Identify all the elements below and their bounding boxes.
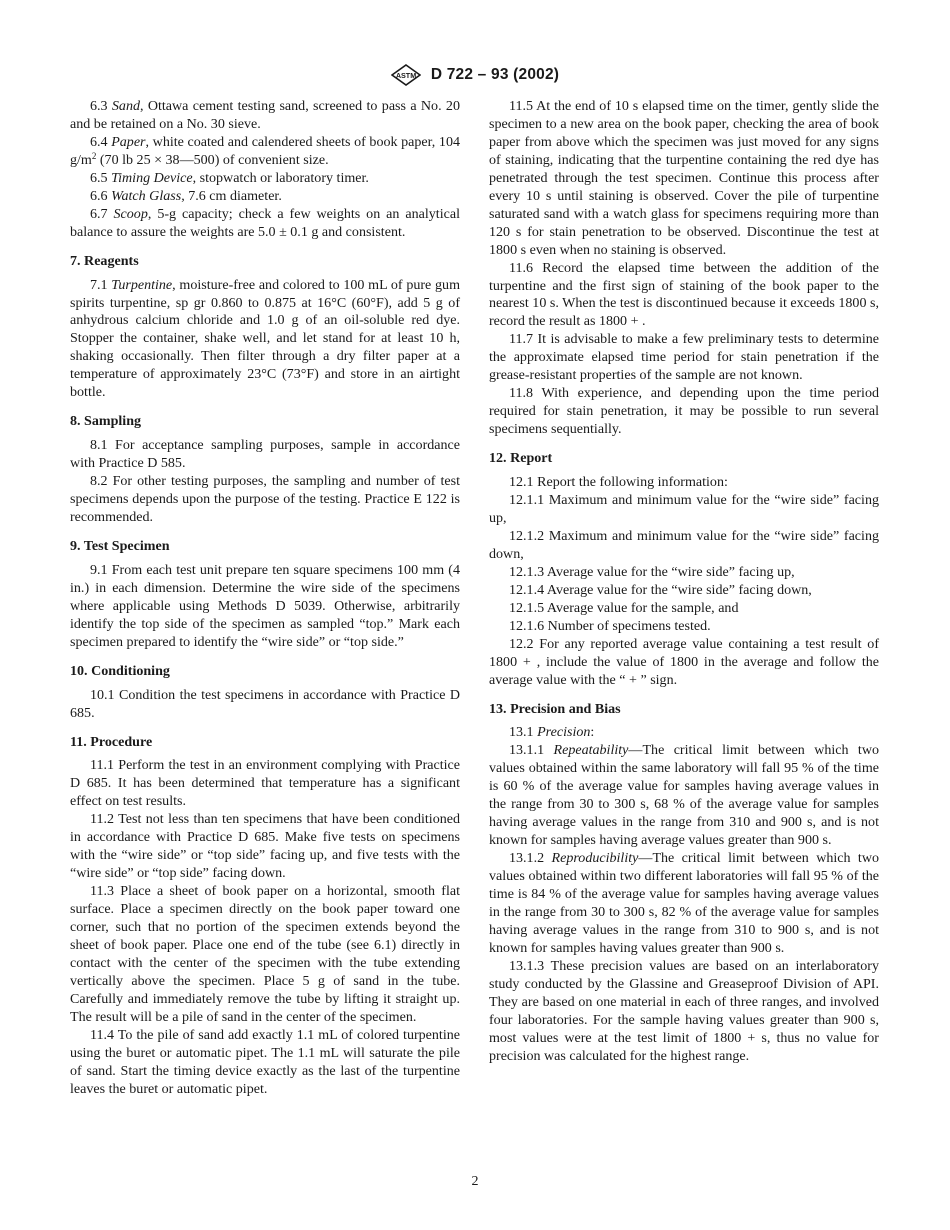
- section-12-1-4: 12.1.4 Average value for the “wire side” facing down,: [509, 581, 812, 598]
- section-12-1-1: 12.1.1 Maximum and minimum value for the “wire side” facing up,: [489, 492, 879, 526]
- section-6-3: 6.3 Sand, Ottawa cement testing sand, screened to pass a No. 20 and be retained on a No. 30 sieve.: [70, 98, 460, 132]
- section-12-1-2: 12.1.2 Maximum and minimum value for the “wire side” facing down,: [489, 527, 879, 562]
- section-8-1: 8.1 For acceptance sampling purposes, sample in accordance with Practice D 585.: [70, 437, 460, 472]
- page-header: [0, 64, 950, 88]
- section-12-1-5: 12.1.5 Average value for the sample, and: [509, 599, 739, 616]
- astm-logo-icon: [391, 64, 421, 86]
- heading-conditioning: 10. Conditioning: [70, 662, 170, 679]
- section-13-1: 13.1 Precision:: [509, 724, 595, 741]
- section-11-7: 11.7 It is advisable to make a few preliminary tests to determine the approximate elapsed time period for stain penetration if the grease-resistant properties of the sample are not known.: [489, 331, 879, 384]
- section-11-5: 11.5 At the end of 10 s elapsed time on the timer, gently slide the specimen to a new area on the book paper, checking the area of book paper from above which the specimen was just moved for any signs of staining, indicating that the turpentine containing the red dye has penetrated through the test specimen. Continue this process after every 10 s until staining is observed. Cover the pile of turpentine saturated sand with a watch glass for specimens requiring more than 120 s for stain penetration to be observed. Discontinue the test at 1800 s even when no staining is observed.: [489, 98, 879, 258]
- section-12-1: 12.1 Report the following information:: [509, 474, 728, 491]
- section-11-2: 11.2 Test not less than ten specimens that have been conditioned in accordance with Practice D 685. Make five tests on specimens with the “wire side” or “top side” facing up, and five tests with the “wire side” or “top side” facing down.: [70, 811, 460, 882]
- heading-test-specimen: 9. Test Specimen: [70, 538, 170, 555]
- page-number: 2: [471, 1174, 479, 1189]
- section-11-1: 11.1 Perform the test in an environment complying with Practice D 685. It has been determined that temperature has a significant effect on test results.: [70, 757, 460, 810]
- section-11-6: 11.6 Record the elapsed time between the addition of the turpentine and the first sign of staining of the book paper to the nearest 10 s. When the test is discontinued because it exceeds 1800 s, record the result as 1800 + .: [489, 259, 879, 330]
- section-8-2: 8.2 For other testing purposes, the sampling and number of test specimens depends upon the purpose of the testing. Practice E 122 is recommended.: [70, 473, 460, 525]
- document-designation: D 722 – 93 (2002): [430, 66, 560, 83]
- right-column: [489, 98, 879, 1066]
- section-13-1-3: 13.1.3 These precision values are based on an interlaboratory study conducted by the Glassine and Greaseproof Division of API. They are based on one material in each of three ranges, and involved four laboratories. For the sample having values greater than 900 s, most values were at the test limit of 1800 + s, thus no value for precision was calculated for the highest range.: [489, 957, 879, 1064]
- section-11-3: 11.3 Place a sheet of book paper on a horizontal, smooth flat surface. Place a specimen directly on the book paper toward one corner, such that no portion of the specimen extends beyond the sheet of book paper. Place one end of the tube (see 6.1) directly in contact with the center of the specimen with the tube extending vertically above the specimen. Place 5 g of sand in the tube. Carefully and immediately remove the tube by lifting it straight up. The result will be a pile of sand in the center of the specimen.: [70, 883, 460, 1025]
- section-6-5: 6.5 Timing Device, stopwatch or laboratory timer.: [90, 169, 369, 186]
- section-11-8: 11.8 With experience, and depending upon the time period required for stain penetration, it may be possible to run several specimens sequentially.: [489, 385, 879, 438]
- heading-report: 12. Report: [489, 450, 553, 467]
- heading-reagents: 7. Reagents: [70, 252, 139, 269]
- left-column: [70, 98, 460, 1099]
- astm-logo-text: ASTM: [395, 71, 416, 80]
- section-12-1-6: 12.1.6 Number of specimens tested.: [509, 617, 711, 634]
- section-12-1-3: 12.1.3 Average value for the “wire side” facing up,: [509, 563, 795, 580]
- section-11-4: 11.4 To the pile of sand add exactly 1.1 mL of colored turpentine using the buret or automatic pipet. The 1.1 mL will saturate the pile of sand. Start the timing device exactly as the last of the turpentine leaves the buret or automatic pipet.: [70, 1026, 460, 1097]
- section-7-1: 7.1 Turpentine, moisture-free and colored to 100 mL of pure gum spirits turpentine, sp gr 0.860 to 0.875 at 16°C (60°F), add 5 g of anhydrous calcium chloride and 1.0 g of an oil-soluble red dye. Stopper the container, shake well, and let stand for at least 10 h, shaking occasionally. Then filter through a dry filter paper at a temperature of approximately 23°C (73°F) and store in an airtight bottle.: [70, 276, 460, 401]
- section-6-6: 6.6 Watch Glass, 7.6 cm diameter.: [90, 187, 282, 204]
- section-12-2: 12.2 For any reported average value containing a test result of 1800 + , include the value of 1800 in the average and follow the average value with the “ + ” sign.: [489, 635, 879, 688]
- section-13-1-1: 13.1.1 Repeatability—The critical limit between which two values obtained within the same laboratory will fall 95 % of the time is 60 % of the average value for samples having average values in the range from 30 to 300 s, 68 % of the average value for samples having average values in the range from 310 and 900 s, and is not known for samples having average values greater than 900 s.: [489, 742, 879, 849]
- heading-procedure: 11. Procedure: [70, 733, 153, 750]
- section-6-7: 6.7 Scoop, 5-g capacity; check a few weights on an analytical balance to assure the weights are 5.0 ± 0.1 g and consistent.: [70, 205, 460, 240]
- section-9-1: 9.1 From each test unit prepare ten square specimens 100 mm (4 in.) in each dimension. Determine the wire side of the specimens where applicable using Methods D 5039. Otherwise, arbitrarily identify the top side of the specimen as sampled “top.” Mark each specimen prepared to identify the “wire side” or “top side.”: [70, 561, 460, 650]
- section-6-4: 6.4 Paper, white coated and calendered sheets of book paper, 104 $g/m^2$ (70 lb 25 × 38—500) of convenient size.: [70, 133, 460, 168]
- section-10-1: 10.1 Condition the test specimens in accordance with Practice D 685.: [70, 686, 460, 721]
- heading-precision-and-bias: 13. Precision and Bias: [489, 700, 621, 717]
- heading-sampling: 8. Sampling: [70, 413, 142, 430]
- section-13-1-2: 13.1.2 Reproducibility—The critical limit between which two values obtained within two different laboratories will fall 95 % of the time is 84 % of the average value for samples having average values in the range from 30 to 300 s, 82 % of the average value for samples having average values in the range from 310 to 900 s, and is not known for samples having values greater than 900 s.: [489, 850, 879, 956]
